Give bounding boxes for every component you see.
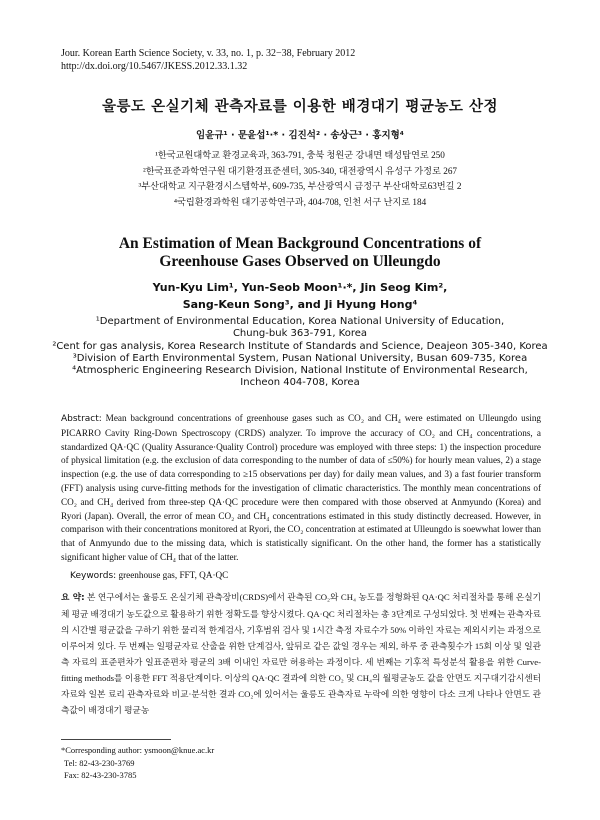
english-authors-line: Sang-Keun Song³, and Ji Hyung Hong⁴ (182, 298, 418, 311)
footnote-tel: Tel: 82-43-230-3769 (64, 757, 135, 768)
english-affiliation: ⁴Atmospheric Engineering Research Division, National Institute of Environmental Research, (72, 365, 528, 377)
footnote-fax: Fax: 82-43-230-3785 (64, 770, 137, 780)
english-affiliation: Incheon 404-708, Korea (240, 377, 360, 389)
korean-authors: 임윤규¹ · 문윤섭¹·* · 김진석² · 송상근³ · 홍지형⁴ (196, 130, 404, 141)
journal-doi: http://dx.doi.org/10.5467/JKESS.2012.33.1.32 (61, 61, 248, 72)
english-title (0, 235, 600, 271)
korean-affiliation: ³부산대학교 지구환경시스템학부, 609-735, 부산광역시 금정구 부산대학로63번길 2 (138, 181, 462, 191)
korean-affiliation: ¹한국교원대학교 환경교육과, 363-791, 충북 청원군 강내면 태성탑연로 250 (155, 150, 445, 160)
english-affiliations (0, 316, 600, 390)
korean-title: 울릉도 온실기체 관측자료를 이용한 배경대기 평균농도 산정 (102, 99, 498, 115)
korean-abstract-label: 요 약: (61, 593, 85, 603)
english-affiliation: Chung-buk 363-791, Korea (232, 328, 368, 340)
keywords-text: greenhouse gas, FFT, QA·QC (118, 570, 229, 580)
abstract (61, 412, 541, 565)
english-affiliation: ¹Department of Environmental Education, Korea National University of Education, (95, 316, 505, 327)
keywords (70, 570, 228, 581)
journal-header (61, 47, 355, 73)
english-affiliation: ³Division of Earth Environmental System, Pusan National University, Busan 609-735, Korea (72, 352, 528, 364)
footnote (61, 744, 214, 782)
journal-citation: Jour. Korean Earth Science Society, v. 33, no. 1, p. 32−38, February 2012 (61, 48, 356, 59)
korean-abstract (61, 589, 541, 718)
korean-affiliations (0, 148, 600, 210)
abstract-label: Abstract: (61, 414, 102, 424)
footnote-divider (61, 739, 171, 740)
keywords-label: Keywords: (70, 571, 117, 581)
english-affiliation: ²Cent for gas analysis, Korea Research Institute of Standards and Science, Deajeon 305-340, Korea (52, 340, 548, 352)
english-authors-line: Yun-Kyu Lim¹, Yun-Seob Moon¹·*, Jin Seog Kim², (152, 281, 448, 294)
english-title-line: Greenhouse Gases Observed on Ulleungdo (159, 253, 441, 270)
korean-affiliation: ⁴국립환경과학원 대기공학연구과, 404-708, 인천 서구 난지로 184 (173, 196, 427, 207)
korean-affiliation: ²한국표준과학연구원 대기환경표준센터, 305-340, 대전광역시 유성구 가정로 267 (142, 165, 458, 176)
english-authors (0, 279, 600, 313)
english-title-line: An Estimation of Mean Background Concentrations of (118, 235, 482, 252)
abstract-text: Mean background concentrations of greenhouse gases such as CO₂ and CH₄ were estimated on Ulleungdo using PICARRO Cavity Ring-Down Spectroscopy (CRDS) analyzer. To improve the accuracy of CO₂ and CH₄ concentrations, a standardized QA·QC (Quality Assurance·Quality Control) procedure was employed with three steps: 1) the inspection procedure of physical limitation (e.g. the exclusion of data corresponding to the number of data of ≤50%) for hourly mean values, 2) a stage inspection (e.g. the use of data corresponding to ≥15 observations per day) for daily mean values, and 3) a fast fourier transform (FFT) analysis using curve-fitting methods for the investigation of climatic characteristics. The monthly mean concentrations of CO₂ and CH₄ derived from three-step QA·QC procedure were then compared with those observed at Anmyundo (Korea) and Ryori (Japan). Overall, the error of mean CO₂ and CH₄ concentrations estimated in this study distinctly decreased. However, in comparison with their concentrations monitored at Ryori, the CO₂ concentration at estimated at Ulleungdo is soewwhat lower than that of Anmyundo due to the missing data, which is statistically significant. On the other hand, the former has a statistically significant higher value of CH₄ that of the latter. (61, 413, 542, 562)
corresponding-author: *Corresponding author: ysmoon@knue.ac.kr (61, 745, 215, 755)
korean-abstract-text: 본 연구에서는 울릉도 온실기체 관측장비(CRDS)에서 관측된 CO₂와 CH₄ 농도를 정형화된 QA·QC 처리절차를 통해 온실기체 평균 배경대기 농도값으로 활용하기 위한 정확도를 향상시켰다. QA·QC 처리절차는 총 3단계로 구성되었다. 첫 번째는 관측자료의 시간별 평균값을 구하기 위한 물리적 한계검사, 기후범위 검사 및 1시간 측정 자료수가 50% 이하인 자료는 제외시키는 과정으로 이루어져 있다. 두 번째는 일평균자료 산출을 위한 단계검사, 앞뒤로 같은 값일 경우는 제외, 하루 중 관측횟수가 15회 이상 및 일관측 자료의 표준편차가 일표준편차 평균의 3배 이내인 자료만 허용하는 과정이다. 세 번째는 기후적 특성분석 활용을 위한 Curve-fitting methods를 이용한 FFT 적용단계이다. 이상의 QA·QC 결과에 의한 CO₂ 및 CH₄의 월평균농도 값을 안면도 지구대기감시센터 자료와 일본 료리 관측자료와 비교·분석한 결과 CO₂에 있어서는 울릉도 관측자료 누락에 의한 영향이 다소 크게 나타나 안면도 관측값이 배경대기 평균농 (61, 592, 541, 715)
